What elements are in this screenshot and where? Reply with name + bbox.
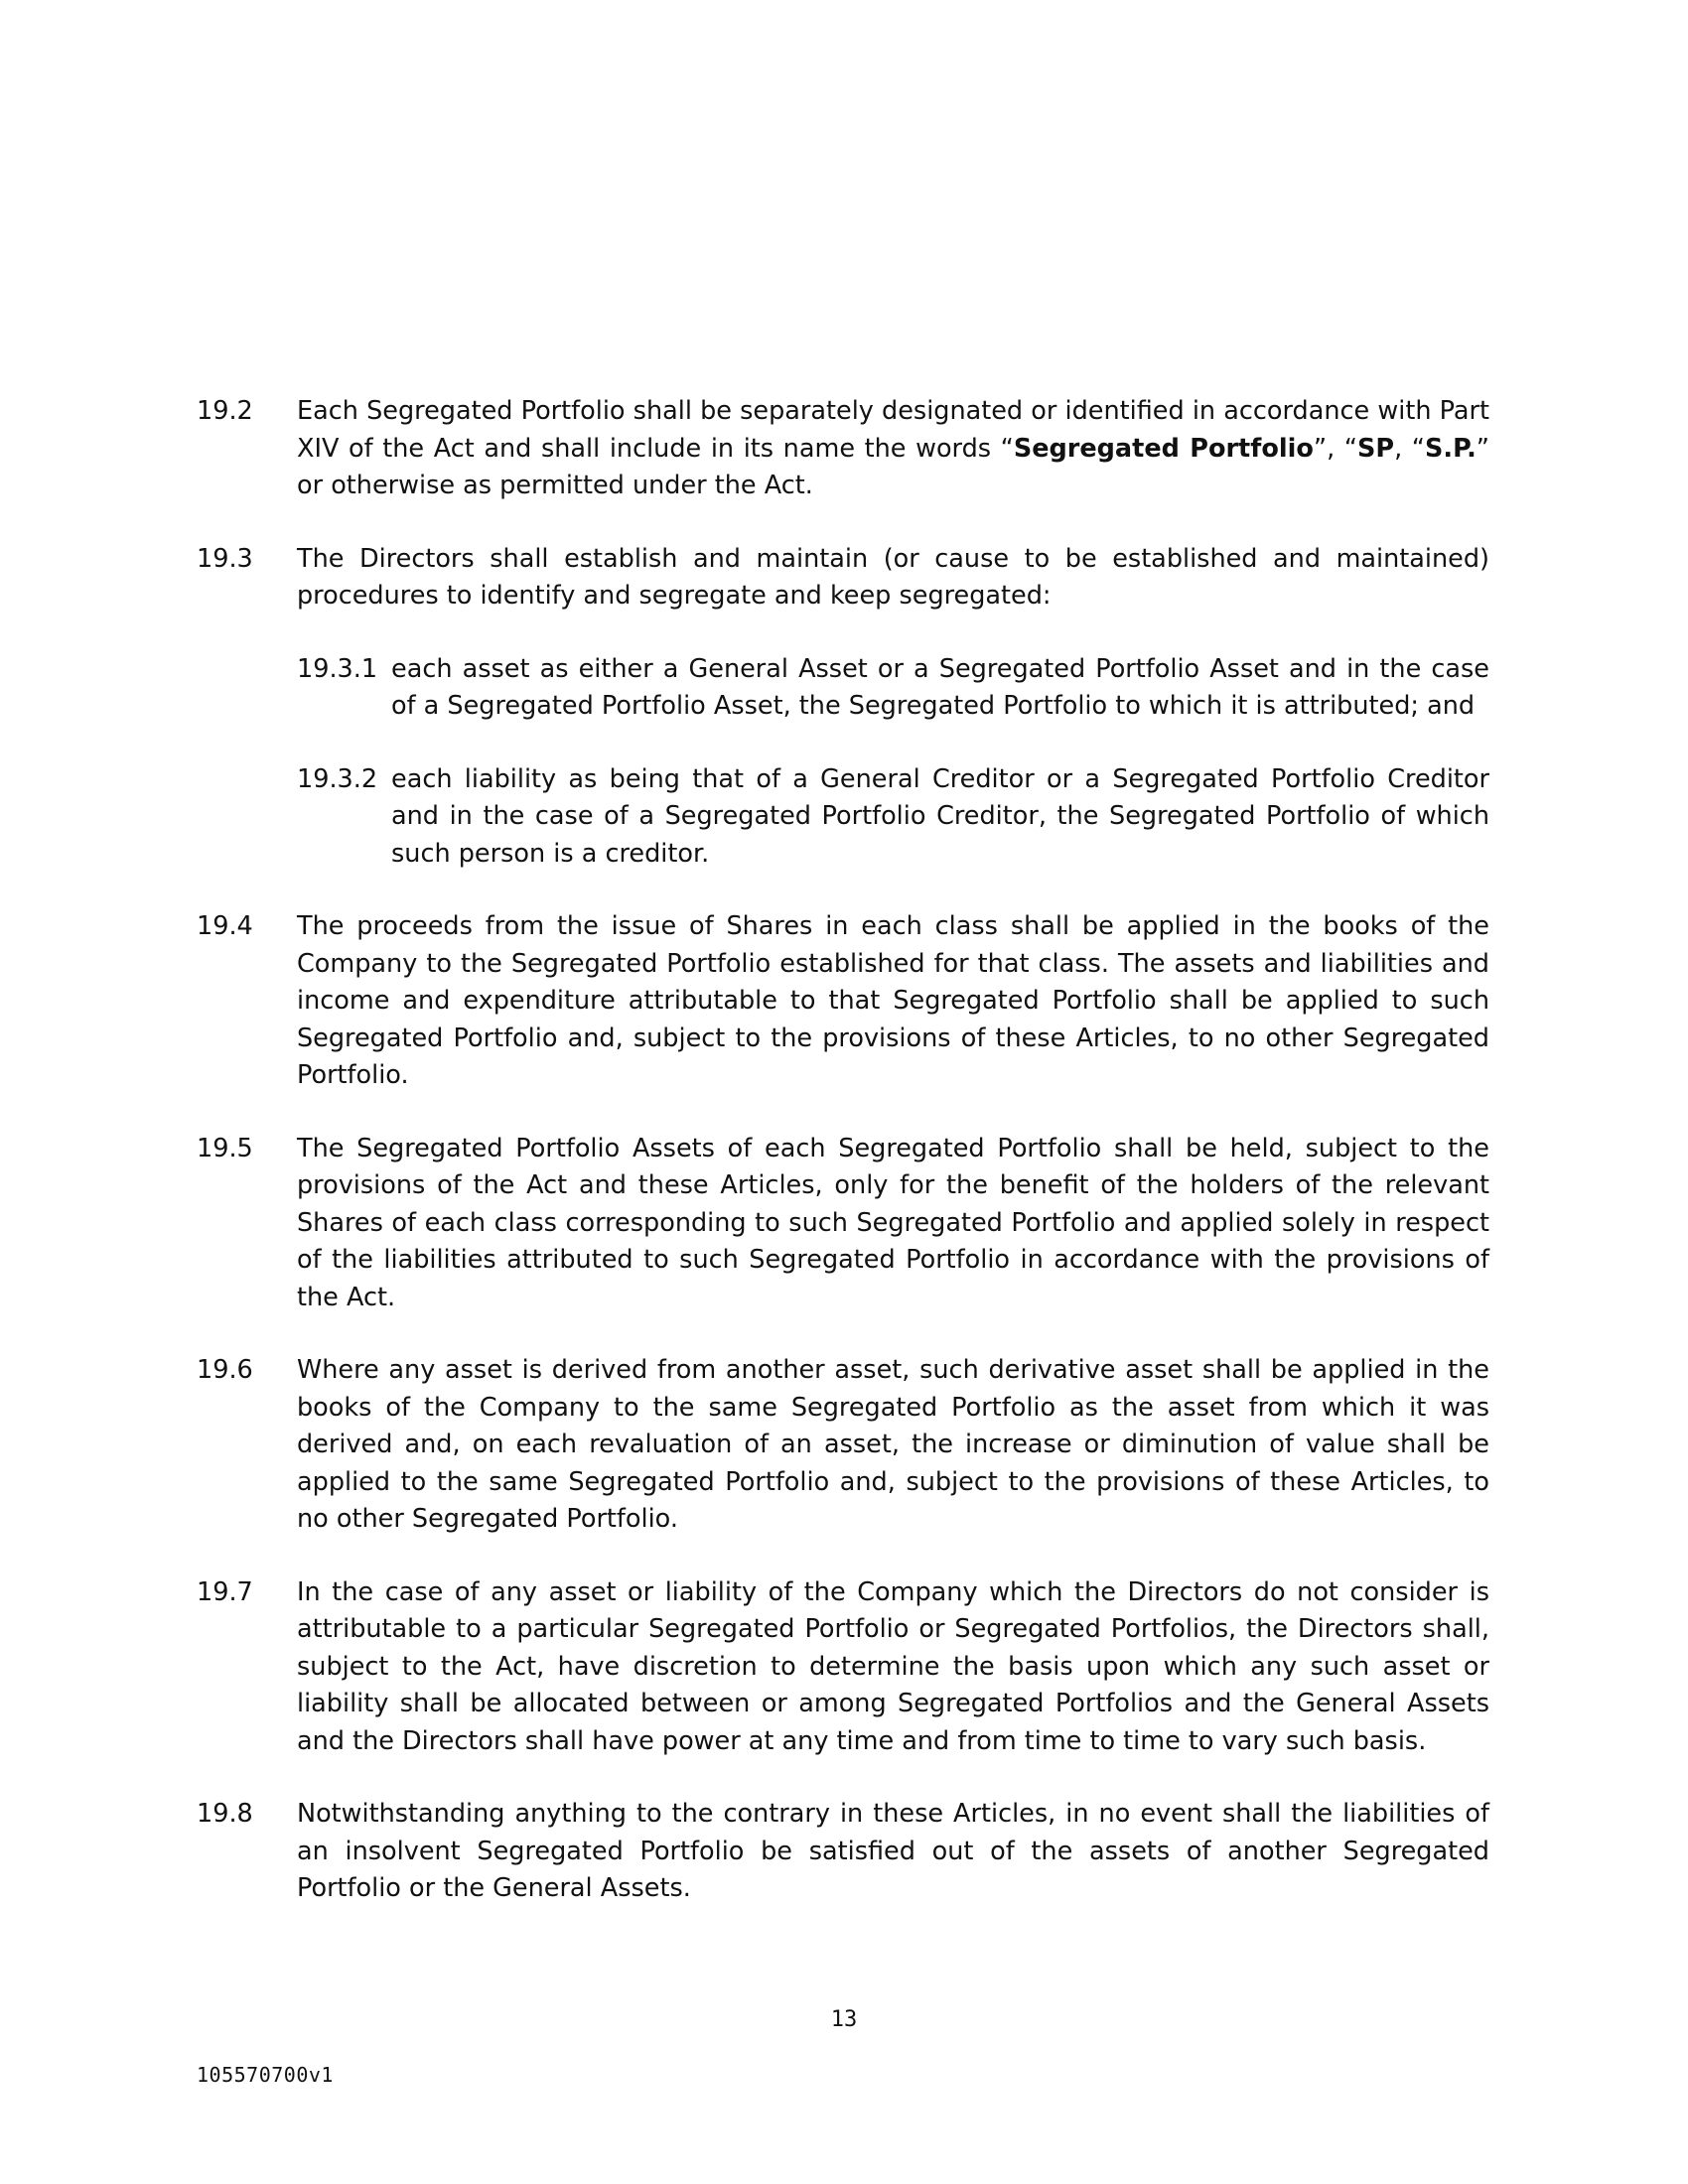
- subclause-number: 19.3.1: [297, 653, 378, 684]
- clause-number: 19.8: [197, 1799, 253, 1829]
- clause-text: Each Segregated Portfolio shall be separately designated or identified in accordance with Part XIV of the Act and shall include in its name the words “Segregated Portfolio”, “SP, “S.P.” or otherwise as permitted under the Act.: [297, 396, 1489, 500]
- clause-number: 19.7: [197, 1576, 253, 1607]
- clause-19-3: [197, 541, 1489, 615]
- clause-number: 19.6: [197, 1355, 253, 1385]
- clause-19-4: [197, 908, 1489, 1095]
- subclause-number: 19.3.2: [297, 763, 378, 794]
- document-body: [197, 393, 1489, 1944]
- clause-19-6: [197, 1352, 1489, 1539]
- clause-number: 19.3: [197, 543, 253, 574]
- clause-text: In the case of any asset or liability of the Company which the Directors do not consider is attributable to a particular Segregated Portfolio or Segregated Portfolios, the Directors shall, subject to the Act, have discretion to determine the basis upon which any such asset or liability shall be allocated between or among Segregated Portfolios and the General Assets and the Directors shall have power at any time and from time to time to vary such basis.: [297, 1576, 1489, 1756]
- subclause-text: each asset as either a General Asset or a Segregated Portfolio Asset and in the case of a Segregated Portfolio Asset, the Segregated Portfolio to which it is attributed; and: [391, 653, 1489, 721]
- clause-19-3-1: [197, 651, 1489, 726]
- clause-text: The Segregated Portfolio Assets of each Segregated Portfolio shall be held, subject to the provisions of the Act and these Articles, only for the benefit of the holders of the relevant Shares of each class corresponding to such Segregated Portfolio and applied solely in respect of the liabilities attributed to such Segregated Portfolio in accordance with the provisions of the Act.: [297, 1133, 1489, 1312]
- clause-text: Notwithstanding anything to the contrary in these Articles, in no event shall the liabilities of an insolvent Segregated Portfolio be satisfied out of the assets of another Segregated Portfolio or the General Assets.: [297, 1799, 1489, 1903]
- page-number: 13: [830, 2007, 858, 2032]
- clause-19-7: [197, 1574, 1489, 1761]
- document-reference: 105570700v1: [197, 2063, 334, 2087]
- defined-term: Segregated Portfolio: [1013, 433, 1314, 464]
- defined-term: S.P.: [1425, 433, 1477, 464]
- defined-term: SP: [1357, 433, 1395, 464]
- clause-19-3-2: [197, 761, 1489, 874]
- clause-number: 19.2: [197, 396, 253, 426]
- clause-19-8: [197, 1796, 1489, 1908]
- clause-19-2: [197, 393, 1489, 505]
- clause-number: 19.5: [197, 1133, 253, 1163]
- clause-text: Where any asset is derived from another asset, such derivative asset shall be applied in the books of the Company to the same Segregated Portfolio as the asset from which it was derived and, on each revaluation of an asset, the increase or diminution of value shall be applied to the same Segregated Portfolio and, subject to the provisions of these Articles, to no other Segregated Portfolio.: [297, 1355, 1489, 1534]
- clause-19-5: [197, 1131, 1489, 1317]
- subclause-text: each liability as being that of a General Creditor or a Segregated Portfolio Creditor and in the case of a Segregated Portfolio Creditor, the Segregated Portfolio of which such person is a creditor.: [391, 763, 1489, 869]
- clause-text: The proceeds from the issue of Shares in each class shall be applied in the books of the Company to the Segregated Portfolio established for that class. The assets and liabilities and income and expenditure attributable to that Segregated Portfolio shall be applied to such Segregated Portfolio and, subject to the provisions of these Articles, to no other Segregated Portfolio.: [297, 911, 1489, 1090]
- clause-number: 19.4: [197, 911, 253, 941]
- clause-text: The Directors shall establish and maintain (or cause to be established and maintained) procedures to identify and segregate and keep segregated:: [297, 543, 1489, 611]
